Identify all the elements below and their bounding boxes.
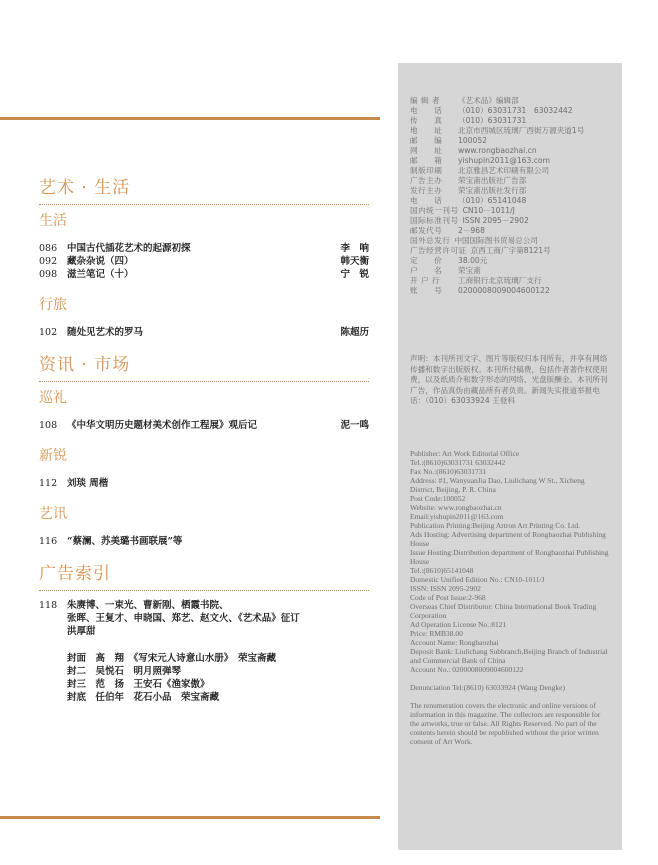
remuneration-note: The renumeration covers the electronic and online versions of information in this magazine. The collectors are responsible for the artworks, true or false. All Rights Reserved. No part of the contents herein should be republished without the prior written consent of Art Work. [410, 701, 601, 746]
info-label: 电 话 [410, 196, 443, 205]
eng-line: Post Code:100052 [410, 494, 466, 503]
page-number [39, 625, 67, 638]
page-number: 086 [39, 243, 58, 254]
entry-title: 刘琰 周楷 [67, 478, 109, 489]
section-art-life [39, 178, 369, 339]
eng-line: Overseas Chief Distributor: China International Book Trading Corporation [410, 602, 597, 620]
info-row [410, 216, 610, 226]
info-label: 发行主办 [410, 186, 443, 195]
info-row [410, 196, 610, 206]
info-row [410, 256, 610, 266]
info-label: 电 话 [410, 106, 443, 115]
toc-entry[interactable] [39, 242, 369, 255]
info-value: （010）65141048 [458, 196, 527, 205]
page-number: 112 [39, 478, 58, 489]
toc-entry[interactable] [39, 477, 369, 490]
eng-line: Publication Printing:Beijing Artron Art Printing Co. Ltd. [410, 521, 581, 530]
group-title: 生活 [39, 213, 67, 229]
eng-line: Address: #1, WanyuanJia Dao, Liulichang W St., Xicheng District, Beijing, P. R. China [410, 476, 585, 494]
page-number: 102 [39, 327, 58, 338]
group-title: 巡礼 [39, 390, 67, 406]
entry-author: 韩天衡 [340, 256, 369, 267]
entry-title: “蔡澜、苏美璐书画联展”等 [67, 536, 183, 547]
info-row [410, 116, 610, 126]
eng-line: Ad Operation License No.:8121 [410, 620, 507, 629]
info-row [410, 166, 610, 176]
section-divider [39, 381, 369, 382]
info-value: 工商银行北京琉璃厂支行 [458, 276, 542, 285]
eng-line: Domestic Unified Edition No.: CN10-1011/J [410, 575, 545, 584]
info-value: ISSN 2095－2902 [462, 216, 529, 225]
info-label: 定 价 [410, 256, 443, 265]
eng-line: Issue Hosting:Distribution department of Rongbaozhai Publishing House [410, 548, 609, 566]
info-row [410, 236, 610, 246]
info-value: 《艺术品》编辑部 [458, 96, 519, 105]
info-label: 国外总发行 [410, 236, 451, 245]
eng-line: Account Name: Rongbaozhai [410, 638, 499, 647]
eng-line: Fax No.:(8610)63031731 [410, 467, 487, 476]
info-row [410, 246, 610, 256]
entry-author: 陈超历 [340, 327, 369, 338]
entry-title: 朱赓博、一束光、曹新刚、栖霞书院、 [67, 600, 229, 611]
section-title: 艺术 · 生活 [39, 178, 131, 198]
info-label: 传 真 [410, 116, 443, 125]
page-number: 098 [39, 269, 58, 280]
group-title: 行旅 [39, 297, 67, 313]
info-value: 荣宝斋出版社广告部 [458, 176, 527, 185]
info-value: 荣宝斋出版社发行部 [458, 186, 527, 195]
page-number [39, 612, 67, 625]
info-row [410, 96, 610, 106]
page-number: 092 [39, 256, 58, 267]
entry-author: 宁 锐 [340, 269, 369, 280]
info-row [410, 226, 610, 236]
info-label: 制版印刷 [410, 166, 443, 175]
section-news-market [39, 355, 369, 548]
cover-caption: 封底 任伯年 花石小品 荣宝斋藏 [67, 692, 220, 703]
cover-caption: 封二 吴悦石 明月照弹琴 [67, 666, 182, 677]
info-value: 荣宝斋 [458, 266, 481, 275]
eng-line: Email:yishupin2011@163.com [410, 512, 504, 521]
eng-line: Account No.: 0200008009004600122 [410, 665, 524, 674]
masthead-info [410, 96, 610, 296]
section-ad-index [39, 564, 369, 704]
info-row [410, 106, 610, 116]
entry-title: 随处见艺术的罗马 [67, 327, 144, 338]
info-row [410, 126, 610, 136]
entry-title: 滋兰笔记（十） [67, 269, 134, 280]
toc-entry[interactable] [39, 599, 369, 612]
info-row [410, 206, 610, 216]
info-row [410, 146, 610, 156]
info-value: 京西工商广字第8121号 [470, 246, 551, 255]
info-label: 邮 箱 [410, 156, 443, 165]
entry-author: 泥一鸣 [340, 420, 369, 431]
info-value: 38.00元 [458, 256, 488, 265]
info-value: （010）63031731 63032442 [458, 106, 573, 115]
info-row [410, 156, 610, 166]
info-label: 广告经营许可证 [410, 246, 467, 255]
cover-caption: 封面 高 翔 《写宋元人诗意山水册》 荣宝斋藏 [67, 653, 277, 664]
entry-title: 张晖、王复才、申晓国、郑艺、赵文火、《艺术品》征订 [67, 613, 300, 624]
eng-line: Tel.:(8610)65141048 [410, 566, 474, 575]
group-title: 艺讯 [39, 506, 67, 522]
info-label: 国际标准刊号 [410, 216, 459, 225]
section-title: 资讯 · 市场 [39, 355, 131, 375]
toc-entry [39, 625, 369, 638]
entry-title: 《中华文明历史题材美术创作工程展》观后记 [67, 420, 258, 431]
entry-author: 李 响 [340, 243, 369, 254]
eng-line: Deposit Bank: Liulichang Subbranch,Beijing Branch of Industrial and Commercial Bank of China [410, 647, 608, 665]
entry-title: 洪厚甜 [67, 626, 96, 637]
eng-line: Price: RMB38.00 [410, 629, 463, 638]
top-divider [0, 117, 380, 120]
info-label: 邮发代号 [410, 226, 443, 235]
cover-caption: 封三 范 扬 王安石《渔家傲》 [67, 679, 210, 690]
info-row [410, 136, 610, 146]
toc-entry [39, 612, 369, 625]
info-value: 2－968 [458, 226, 485, 235]
info-label: 网 址 [410, 146, 443, 155]
info-value: 中国国际图书贸易总公司 [454, 236, 538, 245]
info-label: 国内统一刊号 [410, 206, 459, 215]
info-value: 北京市西城区琉璃厂西街万源夹道1号 [458, 126, 585, 135]
eng-line: Publisher: Art Work Editorial Office [410, 449, 520, 458]
section-divider [39, 590, 369, 591]
denunciation-line: Denunciation Tel:(8610) 63033924 (Wang Dengke) [410, 683, 565, 692]
bottom-divider [0, 816, 380, 819]
eng-line: Code of Post Issue:2-968 [410, 593, 486, 602]
info-label: 广告主办 [410, 176, 443, 185]
page-number: 108 [39, 420, 58, 431]
section-title: 广告索引 [39, 564, 111, 584]
info-value: 北京雅昌艺术印刷有限公司 [458, 166, 550, 175]
eng-line: Tel.:(8610)63031731 63032442 [410, 458, 506, 467]
group-title: 新锐 [39, 448, 67, 464]
info-label: 邮 编 [410, 136, 443, 145]
info-value: 0200008009004600122 [458, 286, 550, 295]
toc-entry[interactable] [39, 255, 369, 268]
info-value: yishupin2011@163.com [458, 156, 550, 165]
toc-entry[interactable] [39, 419, 369, 432]
entry-title: 藏杂杂说（四） [67, 256, 134, 267]
toc-entry[interactable] [39, 535, 369, 548]
info-row [410, 176, 610, 186]
info-value: CN10－1011/J [462, 206, 515, 215]
section-divider [39, 204, 369, 205]
info-value: 100052 [458, 136, 487, 145]
eng-line: Ads Hosting: Advertising department of Rongbaozhai Publishing House [410, 530, 606, 548]
page-number: 116 [39, 536, 58, 547]
eng-line: Website: www.rongbaozhai.cn [410, 503, 502, 512]
info-value: www.rongbaozhai.cn [458, 146, 537, 155]
entry-title: 中国古代插花艺术的起源初探 [67, 243, 191, 254]
toc-entry[interactable] [39, 326, 369, 339]
info-label: 开 户 行 [410, 276, 441, 285]
info-row [410, 186, 610, 196]
info-row [410, 266, 610, 276]
info-row [410, 286, 610, 296]
page-number: 118 [39, 600, 58, 611]
info-label: 地 址 [410, 126, 443, 135]
info-label: 户 名 [410, 266, 443, 275]
info-row [410, 276, 610, 286]
info-value: （010）63031731 [458, 116, 527, 125]
info-label: 编 辑 者 [410, 96, 441, 105]
english-masthead [410, 449, 610, 746]
eng-line: ISSN: ISSN 2095-2902 [410, 584, 481, 593]
table-of-contents [39, 178, 369, 704]
copyright-notice: 声明：本刊所刊文字、图片等版权归本刊所有，并享有网络传播和数字出版版权。本刊所付稿费，包括作者著作权使用费，以及纸质介和数字形态的网络、光盘版酬金。本刊所刊广告，作品真伪由藏品所有者负责。新闻失实报道举报电话：（010）63033924 王登科 [410, 354, 608, 405]
info-label: 账 号 [410, 286, 443, 295]
toc-entry[interactable] [39, 268, 369, 281]
